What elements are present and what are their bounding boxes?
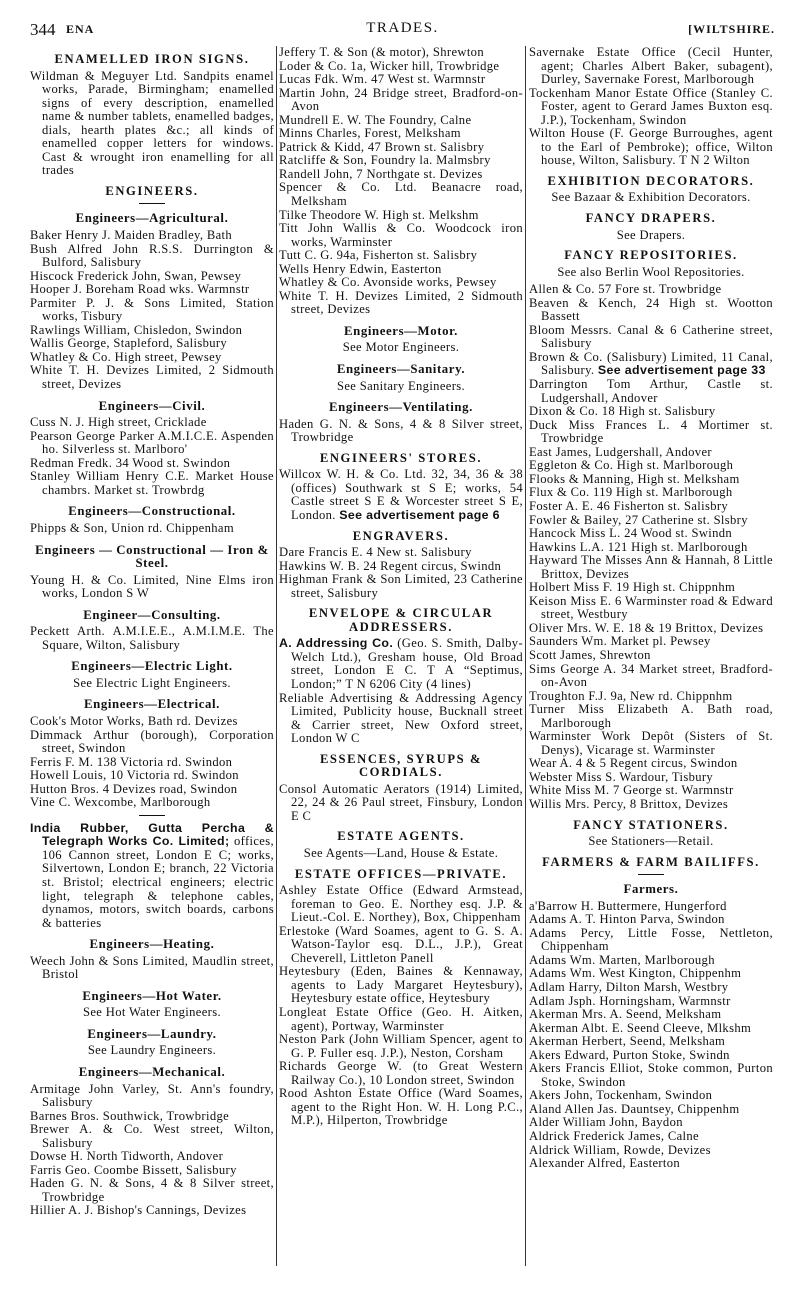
directory-entry — [30, 769, 274, 783]
directory-entry — [279, 692, 523, 746]
directory-entry — [30, 783, 274, 797]
entry-text: Willis Mrs. Percy, 8 Brittox, Devizes — [529, 796, 729, 811]
directory-entry — [529, 419, 773, 446]
entry-text: Highman Frank & Son Limited, 23 Catherine street, Salisbury — [279, 572, 523, 600]
entry-text: Akers Francis Elliot, Stoke common, Purton Stoke, Swindon — [529, 1061, 773, 1089]
page-title: TRADES. — [366, 20, 439, 36]
entry-text: Whatley & Co. High street, Pewsey — [30, 349, 222, 364]
trade-subheading: Engineers—Electric Light. — [71, 659, 233, 674]
directory-entry — [279, 637, 523, 691]
entry-text: Holbert Miss F. 19 High st. Chippnhm — [529, 580, 736, 595]
directory-entry — [30, 625, 274, 652]
directory-entry — [279, 546, 523, 560]
entry-text: Loder & Co. 1a, Wicker hill, Trowbridge — [279, 58, 500, 73]
directory-entry — [30, 243, 274, 270]
directory-entry — [529, 1130, 773, 1144]
entry-text: Ratcliffe & Son, Foundry la. Malmsbry — [279, 153, 491, 168]
trade-subheading: Engineers—Mechanical. — [78, 1065, 226, 1079]
county-label: [WILTSHIRE. — [688, 22, 775, 36]
directory-entry — [529, 87, 773, 128]
directory-entry — [529, 405, 773, 419]
entry-text: Dixon & Co. 18 High st. Salisbury — [529, 404, 716, 419]
entry-text: White Miss M. 7 George st. Warmnstr — [529, 783, 734, 798]
trade-subheading: Engineers—Hot Water. — [82, 988, 222, 1003]
cross-reference: See Drapers. — [616, 227, 686, 242]
trade-subheading: Engineers—Laundry. — [87, 1026, 217, 1041]
trade-heading: ENGINEERS. — [105, 183, 199, 198]
directory-entry — [529, 798, 773, 812]
directory-entry — [279, 127, 523, 141]
directory-entry — [279, 965, 523, 1006]
entry-text: Adlam Jsph. Horningsham, Warmnstr — [529, 993, 731, 1008]
directory-entry — [279, 46, 523, 60]
directory-entry — [529, 378, 773, 405]
entry-text: Wildman & Meguyer Ltd. Sandpits enamel works, Parade, Birmingham; enamelled signs of every description, enamelled name & number tablets, enamelled badges, dials, hearth plates &c.; all kinds of enamelled copper letters for windows. Cast & wrought iron enamelling for all trades — [30, 68, 274, 178]
entry-text: Tockenham Manor Estate Office (Stanley C. Foster, agent to Gerard James Buxton esq. J.P.), Tockenham, Swindon — [529, 85, 773, 127]
entry-text: Bloom Messrs. Canal & 6 Catherine street, Salisbury — [529, 322, 773, 351]
entry-text: Erlestoke (Ward Soames, agent to G. S. A. Watson-Taylor esq. D.L., J.P.), Great Cheverell, Littleton Panell — [279, 923, 523, 965]
entry-text: Young H. & Co. Limited, Nine Elms iron works, London S W — [30, 572, 274, 601]
entry-text: Howell Louis, 10 Victoria rd. Swindon — [30, 768, 239, 783]
entry-text: Scott James, Shrewton — [529, 647, 651, 662]
directory-entry — [529, 690, 773, 704]
directory-entry — [529, 500, 773, 514]
entry-text: Beaven & Kench, 24 High st. Wootton Bassett — [529, 295, 773, 324]
directory-entry — [279, 222, 523, 249]
directory-entry — [529, 1035, 773, 1049]
entry-text: Hutton Bros. 4 Devizes road, Swindon — [30, 781, 238, 796]
directory-entry — [529, 967, 773, 981]
entry-text: Keison Miss E. 6 Warminster road & Edward street, Westbury — [529, 593, 773, 622]
directory-entry — [529, 1103, 773, 1117]
entry-text: Foster A. E. 46 Fisherton st. Salisbry — [529, 498, 729, 513]
directory-entry — [529, 1157, 773, 1171]
entry-text: Barnes Bros. Southwick, Trowbridge — [30, 1108, 230, 1123]
trade-heading: FANCY DRAPERS. — [585, 211, 717, 226]
entry-text: Brown & Co. (Salisbury) Limited, 11 Canal, Salisbury. — [529, 349, 773, 378]
directory-entry — [529, 663, 773, 690]
directory-entry — [279, 168, 523, 182]
entry-text: Akerman Mrs. A. Seend, Melksham — [529, 1007, 722, 1022]
entry-text: Peckett Arth. A.M.I.E.E., A.M.I.M.E. The Square, Wilton, Salisbury — [30, 624, 274, 652]
directory-entry — [279, 418, 523, 445]
trade-subheading: Engineers—Motor. — [344, 323, 458, 338]
entry-text: Akerman Albt. E. Seend Cleeve, Mlkshm — [529, 1020, 752, 1035]
entry-text: Weech John & Sons Limited, Maudlin street, Bristol — [30, 953, 274, 982]
section-rule — [139, 815, 165, 816]
directory-entry — [30, 1204, 274, 1218]
entry-text: Brewer A. & Co. West street, Wilton, Salisbury — [30, 1122, 274, 1150]
directory-entry — [529, 649, 773, 663]
page-number: 344 — [30, 20, 56, 39]
directory-entry — [529, 1049, 773, 1063]
directory-entry — [30, 729, 274, 756]
index-abbreviation: ENA — [66, 22, 95, 36]
entry-text: Flux & Co. 119 High st. Marlborough — [529, 485, 733, 500]
directory-entry — [279, 87, 523, 114]
directory-entry — [529, 527, 773, 541]
entry-text: East James, Ludgershall, Andover — [529, 444, 712, 459]
entry-text: Heytesbury (Eden, Baines & Kennaway, agents to Lady Margaret Heytesbury), Heytesbury estate office, Heytesbury — [279, 964, 523, 1006]
trade-heading: ESSENCES, SYRUPS & CORDIALS. — [319, 751, 483, 780]
directory-entry — [529, 554, 773, 581]
directory-entry — [529, 324, 773, 351]
entry-text: Baker Henry J. Maiden Bradley, Bath — [30, 228, 233, 243]
entry-text: Consol Automatic Aerators (1914) Limited, 22, 24 & 26 Paul street, Finsbury, London E C — [279, 781, 523, 823]
entry-text: Cook's Motor Works, Bath rd. Devizes — [30, 713, 238, 728]
directory-entry — [30, 1164, 274, 1178]
entry-bold-text: See advertisement page 6 — [339, 507, 500, 522]
entry-text: Phipps & Son, Union rd. Chippenham — [30, 520, 234, 535]
directory-entry — [279, 60, 523, 74]
trade-subheading: Engineers—Civil. — [98, 398, 206, 413]
trade-heading: ESTATE OFFICES—PRIVATE. — [294, 866, 508, 881]
cross-reference: See Sanitary Engineers. — [336, 378, 465, 393]
entry-text: Hayward The Misses Ann & Hannah, 8 Little Brittox, Devizes — [529, 553, 773, 581]
trade-heading: ESTATE AGENTS. — [337, 829, 465, 844]
directory-entry — [279, 560, 523, 574]
entry-text: Wells Henry Edwin, Easterton — [279, 261, 442, 276]
directory-entry — [279, 249, 523, 263]
directory-entry — [529, 635, 773, 649]
directory-entry — [30, 430, 274, 457]
entry-text: Hillier A. J. Bishop's Cannings, Devizes — [30, 1203, 247, 1218]
directory-entry — [529, 703, 773, 730]
entry-text: Stanley William Henry C.E. Market House chambrs. Market st. Trowbrdg — [30, 469, 274, 497]
entry-text: offices, 106 Cannon street, London E C; works, Silvertown, London E; branch, 22 Victoria st. Bristol; electrical engineers; electric light, telegraph & telephone cables, dynamos, motors, switch boards, carbons & batteries — [42, 834, 274, 930]
entry-text: Ashley Estate Office (Edward Armstead, foreman to Geo. E. Northey esq. J.P. & Lieut.-Col. E. Northey), Box, Chippenham — [279, 883, 523, 925]
entry-text: Cuss N. J. High street, Cricklade — [30, 415, 207, 430]
directory-entry — [30, 1177, 274, 1204]
entry-text: Saunders Wm. Market pl. Pewsey — [529, 634, 711, 649]
entry-text: Bush Alfred John R.S.S. Durrington & Bulford, Salisbury — [30, 241, 274, 270]
directory-entry — [529, 622, 773, 636]
directory-entry — [529, 1116, 773, 1130]
trade-heading: FANCY STATIONERS. — [573, 817, 729, 832]
entry-text: Neston Park (John William Spencer, agent to G. P. Fuller esq. J.P.), Neston, Corsham — [279, 1032, 523, 1060]
directory-entry — [30, 297, 274, 324]
entry-text: Titt John Wallis & Co. Woodcock iron works, Warminster — [279, 221, 523, 249]
directory-entry — [279, 1006, 523, 1033]
directory-entry — [30, 522, 274, 536]
trade-heading: FARMERS & FARM BAILIFFS. — [542, 854, 760, 869]
page-header — [30, 18, 775, 40]
trade-heading: FANCY REPOSITORIES. — [564, 248, 738, 263]
cross-reference: See also Berlin Wool Repositories. — [557, 264, 745, 279]
entry-text: Mundrell E. W. The Foundry, Calne — [279, 112, 472, 127]
directory-entry — [279, 1060, 523, 1087]
directory-entry — [30, 283, 274, 297]
directory-entry — [529, 1022, 773, 1036]
entry-text: Randell John, 7 Northgate st. Devizes — [279, 166, 483, 181]
column-divider — [276, 46, 277, 1266]
entry-text: Hawkins W. B. 24 Regent circus, Swindn — [279, 558, 502, 573]
directory-entry — [279, 884, 523, 925]
entry-text: Darrington Tom Arthur, Castle st. Ludgershall, Andover — [529, 377, 773, 405]
directory-entry — [529, 486, 773, 500]
directory-entry — [30, 1083, 274, 1110]
entry-text: Aldrick William, Rowde, Devizes — [529, 1142, 711, 1157]
entry-text: Spencer & Co. Ltd. Beanacre road, Melksham — [279, 180, 523, 209]
entry-text: Jeffery T. & Son (& motor), Shrewton — [279, 45, 484, 59]
directory-entry — [279, 276, 523, 290]
trade-subheading: Engineers—Sanitary. — [336, 362, 466, 377]
entry-text: Adams Percy, Little Fosse, Nettleton, Chippenham — [529, 925, 773, 954]
trade-subheading: Engineers—Agricultural. — [75, 211, 229, 226]
directory-entry — [30, 822, 274, 930]
trade-heading: ENGINEERS' STORES. — [319, 450, 483, 465]
entry-text: Turner Miss Elizabeth A. Bath road, Marlborough — [529, 702, 773, 730]
directory-entry — [30, 229, 274, 243]
trade-subheading: Farmers. — [623, 882, 679, 897]
entry-text: Aldrick Frederick James, Calne — [529, 1129, 699, 1144]
directory-entry — [529, 1144, 773, 1158]
directory-entry — [30, 351, 274, 365]
directory-entry — [529, 283, 773, 297]
entry-text: a'Barrow H. Buttermere, Hungerford — [529, 898, 727, 913]
directory-entry — [529, 297, 773, 324]
directory-entry — [279, 783, 523, 824]
entry-text: Wear A. 4 & 5 Regent circus, Swindon — [529, 756, 738, 771]
directory-entry — [279, 1033, 523, 1060]
directory-entry — [529, 581, 773, 595]
trade-subheading: Engineers — Constructional — Iron & Steel. — [35, 542, 269, 571]
directory-entry — [30, 457, 274, 471]
entry-text: (Geo. S. Smith, Dalby-Welch Ltd.), Gresham house, Old Broad street, London E C. T A “Septimus, London;” T N 6206 City (4 lines) — [291, 636, 523, 691]
column-1 — [30, 46, 274, 1218]
entry-text: Whatley & Co. Avonside works, Pewsey — [279, 275, 497, 290]
directory-entry — [529, 927, 773, 954]
entry-text: Reliable Advertising & Addressing Agency Limited, Publicity house, Bucknall street & Carrier street, New Oxford street, London W C — [279, 690, 523, 746]
entry-text: Aland Allen Jas. Dauntsey, Chippenhm — [529, 1101, 740, 1116]
directory-entry — [30, 1123, 274, 1150]
directory-entry — [529, 784, 773, 798]
directory-entry — [529, 473, 773, 487]
entry-text: Savernake Estate Office (Cecil Hunter, agent; Charles Albert Baker, subagent), Durley, Savernake Forest, Marlborough — [529, 45, 773, 87]
entry-text: Rawlings William, Chisledon, Swindon — [30, 322, 243, 337]
directory-entry — [529, 541, 773, 555]
entry-text: Haden G. N. & Sons, 4 & 8 Silver street, Trowbridge — [30, 1176, 274, 1204]
directory-entry — [30, 715, 274, 729]
entry-text: Minns Charles, Forest, Melksham — [279, 126, 461, 141]
trade-subheading: Engineers—Electrical. — [84, 697, 220, 712]
entry-text: Adams Wm. Marten, Marlborough — [529, 952, 715, 967]
entry-text: Longleat Estate Office (Geo. H. Aitken, agent), Portway, Warminster — [279, 1005, 523, 1033]
entry-text: Adams A. T. Hinton Parva, Swindon — [529, 912, 725, 927]
directory-entry — [529, 514, 773, 528]
directory-entry — [30, 796, 274, 810]
entry-text: Tilke Theodore W. High st. Melkshm — [279, 207, 479, 222]
directory-entry — [30, 955, 274, 982]
entry-text: Pearson George Parker A.M.I.C.E. Aspenden ho. Silverless st. Marlboro' — [30, 428, 274, 457]
directory-entry — [279, 141, 523, 155]
entry-text: Martin John, 24 Bridge street, Bradford-on-Avon — [279, 85, 523, 114]
directory-entry — [279, 468, 523, 522]
entry-bold-text: India Rubber, Gutta Percha & Telegraph Works Co. Limited; — [30, 820, 274, 849]
trade-subheading: Engineers—Heating. — [89, 937, 215, 952]
entry-text: Hooper J. Boreham Road wks. Warmnstr — [30, 282, 250, 297]
cross-reference: See Hot Water Engineers. — [83, 1005, 221, 1020]
directory-entry — [30, 574, 274, 601]
entry-text: Parmiter P. J. & Sons Limited, Station works, Tisbury — [30, 295, 274, 324]
cross-reference: See Bazaar & Exhibition Decorators. — [551, 190, 751, 205]
entry-bold-text: See advertisement page 33 — [597, 363, 766, 378]
entry-text: Armitage John Varley, St. Ann's foundry, Salisbury — [30, 1081, 274, 1110]
directory-entry — [30, 416, 274, 430]
entry-text: Adlam Harry, Dilton Marsh, Westbry — [529, 980, 729, 994]
entry-text: Flooks & Manning, High st. Melksham — [529, 471, 740, 486]
entry-text: Redman Fredk. 34 Wood st. Swindon — [30, 455, 231, 470]
entry-text: Akers Edward, Purton Stoke, Swindn — [529, 1047, 730, 1062]
trade-subheading: Engineers—Constructional. — [68, 504, 236, 519]
directory-entry — [529, 913, 773, 927]
trade-heading: ENAMELLED IRON SIGNS. — [54, 52, 250, 66]
column-3 — [529, 46, 773, 1171]
directory-entry — [529, 1008, 773, 1022]
entry-text: Haden G. N. & Sons, 4 & 8 Silver street, Trowbridge — [279, 416, 523, 445]
directory-entry — [529, 771, 773, 785]
directory-entry — [279, 1087, 523, 1128]
directory-entry — [30, 1110, 274, 1124]
entry-text: Allen & Co. 57 Fore st. Trowbridge — [529, 282, 722, 297]
directory-entry — [279, 573, 523, 600]
entry-text: Webster Miss S. Wardour, Tisbury — [529, 769, 714, 784]
directory-entry — [529, 954, 773, 968]
entry-text: Alexander Alfred, Easterton — [529, 1156, 681, 1171]
entry-text: Rood Ashton Estate Office (Ward Soames, agent to the Right Hon. W. H. Long P.C., M.P.), Hilperton, Trowbridge — [279, 1086, 523, 1128]
directory-entry — [279, 73, 523, 87]
section-rule — [139, 203, 165, 204]
entry-text: Farris Geo. Coombe Bissett, Salisbury — [30, 1162, 237, 1177]
entry-text: Sims George A. 34 Market street, Bradford-on-Avon — [529, 661, 773, 690]
directory-entry — [279, 263, 523, 277]
entry-text: Duck Miss Frances L. 4 Mortimer st. Trowbridge — [529, 417, 773, 446]
directory-entry — [529, 981, 773, 995]
entry-text: Dimmack Arthur (borough), Corporation street, Swindon — [30, 727, 274, 756]
entry-text: Dare Francis E. 4 New st. Salisbury — [279, 545, 472, 560]
directory-entry — [529, 127, 773, 168]
directory-entry — [279, 114, 523, 128]
entry-text: Alder William John, Baydon — [529, 1115, 683, 1130]
entry-text: Akerman Herbert, Seend, Melksham — [529, 1034, 726, 1049]
column-2 — [279, 46, 523, 1128]
entry-text: Fowler & Bailey, 27 Catherine st. Slsbry — [529, 512, 748, 527]
directory-entry — [279, 209, 523, 223]
trade-subheading: Engineer—Consulting. — [83, 607, 221, 622]
directory-entry — [30, 337, 274, 351]
entry-text: Hawkins L.A. 121 High st. Marlborough — [529, 539, 748, 554]
cross-reference: See Motor Engineers. — [342, 340, 460, 355]
entry-text: Wilton House (F. George Burroughes, agent to the Earl of Pembroke); office, Wilton house, Wilton, Salisbury. T N 2 Wilton — [529, 126, 773, 168]
entry-text: Vine C. Wexcombe, Marlborough — [30, 795, 211, 810]
directory-entry — [529, 730, 773, 757]
directory-entry — [529, 459, 773, 473]
entry-text: White T. H. Devizes Limited, 2 Sidmouth street, Devizes — [30, 363, 274, 392]
cross-reference: See Stationers—Retail. — [588, 834, 714, 849]
directory-entry — [529, 446, 773, 460]
directory-entry — [529, 900, 773, 914]
cross-reference: See Electric Light Engineers. — [73, 675, 231, 690]
directory-entry — [529, 995, 773, 1009]
entry-text: Hancock Miss L. 24 Wood st. Swindn — [529, 526, 733, 541]
trade-heading: ENVELOPE & CIRCULAR ADDRESSERS. — [308, 606, 494, 634]
entry-text: Troughton F.J. 9a, New rd. Chippnhm — [529, 688, 733, 703]
directory-entry — [279, 181, 523, 208]
directory-entry — [30, 270, 274, 284]
directory-entry — [30, 70, 274, 178]
entry-text: Warminster Work Depôt (Sisters of St. Denys), Vicarage st. Warminster — [529, 729, 773, 757]
entry-text: Willcox W. H. & Co. Ltd. 32, 34, 36 & 38 (offices) Southwark st S E; works, 54 Castle street S E & Worcester street S E, London. — [279, 467, 523, 522]
directory-entry — [529, 1062, 773, 1089]
directory-entry — [30, 470, 274, 497]
entry-text: Wallis George, Stapleford, Salisbury — [30, 336, 228, 351]
entry-text: Akers John, Tockenham, Swindon — [529, 1088, 713, 1103]
entry-text: Ferris F. M. 138 Victoria rd. Swindon — [30, 754, 233, 769]
entry-text: Richards George W. (to Great Western Railway Co.), 10 London street, Swindon — [279, 1059, 523, 1087]
trade-heading: EXHIBITION DECORATORS. — [547, 173, 755, 188]
section-rule — [638, 874, 664, 875]
directory-entry — [30, 364, 274, 391]
directory-entry — [279, 154, 523, 168]
entry-text: Oliver Mrs. W. E. 18 & 19 Brittox, Devizes — [529, 620, 764, 635]
entry-text: Tutt C. G. 94a, Fisherton st. Salisbry — [279, 248, 478, 263]
entry-text: Lucas Fdk. Wm. 47 West st. Warmnstr — [279, 72, 486, 87]
directory-entry — [529, 1089, 773, 1103]
entry-text: Eggleton & Co. High st. Marlborough — [529, 458, 734, 473]
entry-text: White T. H. Devizes Limited, 2 Sidmouth street, Devizes — [279, 288, 523, 317]
directory-entry — [529, 595, 773, 622]
directory-entry — [529, 757, 773, 771]
entry-text: Dowse H. North Tidworth, Andover — [30, 1149, 224, 1164]
trade-heading: ENGRAVERS. — [352, 528, 450, 543]
directory-entry — [279, 925, 523, 966]
directory-entry — [529, 46, 773, 87]
entry-text: Adams Wm. West Kington, Chippenhm — [529, 966, 742, 981]
column-divider — [525, 46, 526, 1266]
directory-entry — [529, 351, 773, 378]
directory-entry — [30, 1150, 274, 1164]
directory-entry — [279, 290, 523, 317]
directory-entry — [30, 324, 274, 338]
cross-reference: See Agents—Land, House & Estate. — [303, 845, 499, 860]
entry-text: Hiscock Frederick John, Swan, Pewsey — [30, 268, 242, 283]
cross-reference: See Laundry Engineers. — [87, 1043, 217, 1058]
directory-entry — [30, 756, 274, 770]
entry-text: Patrick & Kidd, 47 Brown st. Salisbry — [279, 139, 485, 154]
trade-subheading: Engineers—Ventilating. — [329, 400, 473, 415]
entry-bold-text: A. Addressing Co. — [279, 636, 394, 651]
